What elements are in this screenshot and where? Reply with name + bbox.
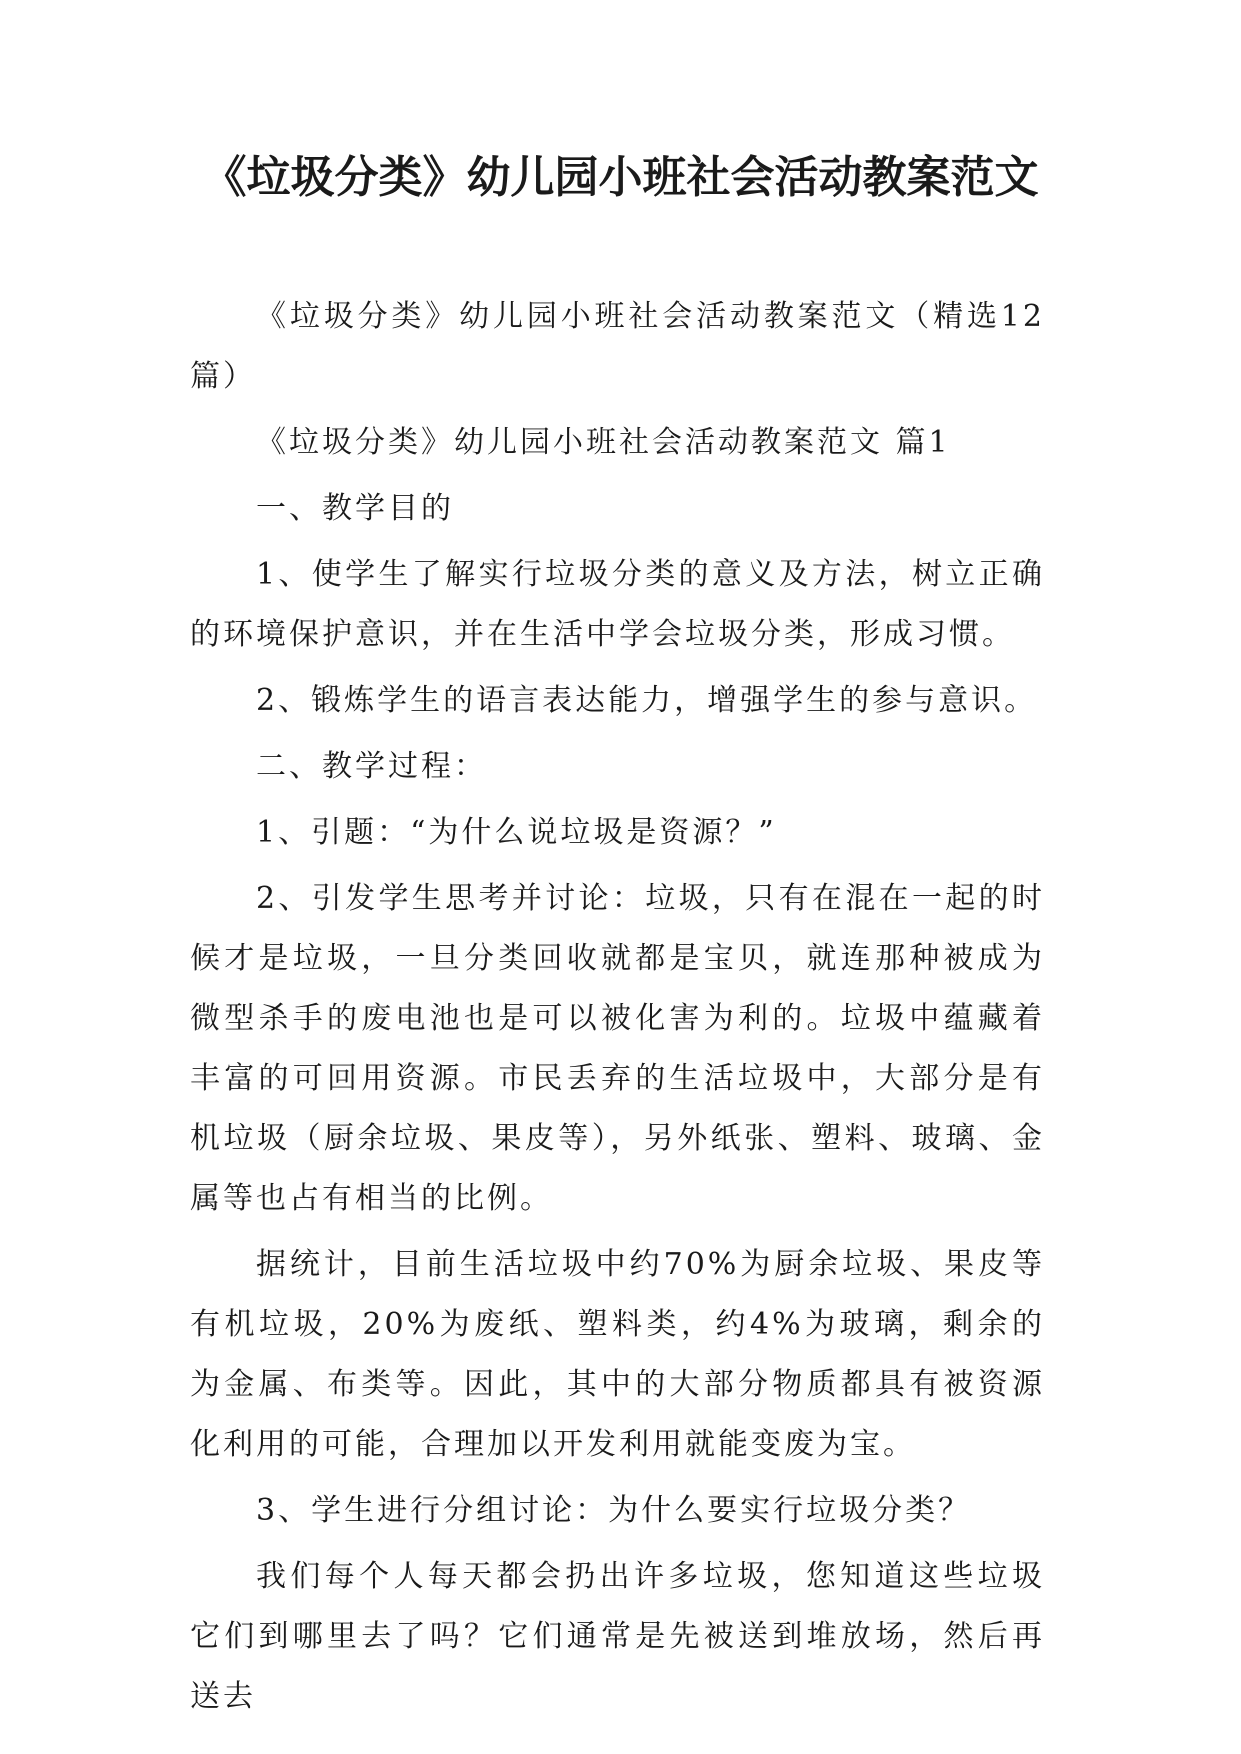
paragraph-heading-objectives: 一、教学目的 [256,491,454,526]
paragraph-objective-1: 1、使学生了解实行垃圾分类的意义及方法，树立正确的环境保护意识，并在生活中学会垃圾分类，形成习惯。 [190,557,1045,652]
paragraph-discussion: 我们每个人每天都会扔出许多垃圾，您知道这些垃圾它们到哪里去了吗？它们通常是先被送到堆放场，然后再送去 [190,1559,1045,1714]
paragraph-subtitle: 《垃圾分类》幼儿园小班社会活动教案范文（精选12篇） [190,299,1045,394]
document-body [190,287,1045,1733]
paragraph-process-1: 1、引题：“为什么说垃圾是资源？” [256,815,777,850]
paragraph-heading-process: 二、教学过程： [256,749,487,784]
paragraph-process-3: 3、学生进行分组讨论：为什么要实行垃圾分类？ [256,1493,972,1528]
document-title: 《垃圾分类》幼儿园小班社会活动教案范文 [202,152,1039,203]
paragraph-section-heading: 《垃圾分类》幼儿园小班社会活动教案范文 篇1 [256,425,951,460]
paragraph-statistics: 据统计，目前生活垃圾中约70%为厨余垃圾、果皮等有机垃圾，20%为废纸、塑料类，约4%为玻璃，剩余的为金属、布类等。因此，其中的大部分物质都具有被资源化利用的可能，合理加以开发利用就能变废为宝。 [190,1247,1045,1462]
paragraph-process-2: 2、引发学生思考并讨论：垃圾，只有在混在一起的时候才是垃圾，一旦分类回收就都是宝贝，就连那种被成为微型杀手的废电池也是可以被化害为利的。垃圾中蕴藏着丰富的可回用资源。市民丢弃的生活垃圾中，大部分是有机垃圾（厨余垃圾、果皮等），另外纸张、塑料、玻璃、金属等也占有相当的比例。 [190,881,1045,1216]
paragraph-objective-2: 2、锻炼学生的语言表达能力，增强学生的参与意识。 [256,683,1038,718]
